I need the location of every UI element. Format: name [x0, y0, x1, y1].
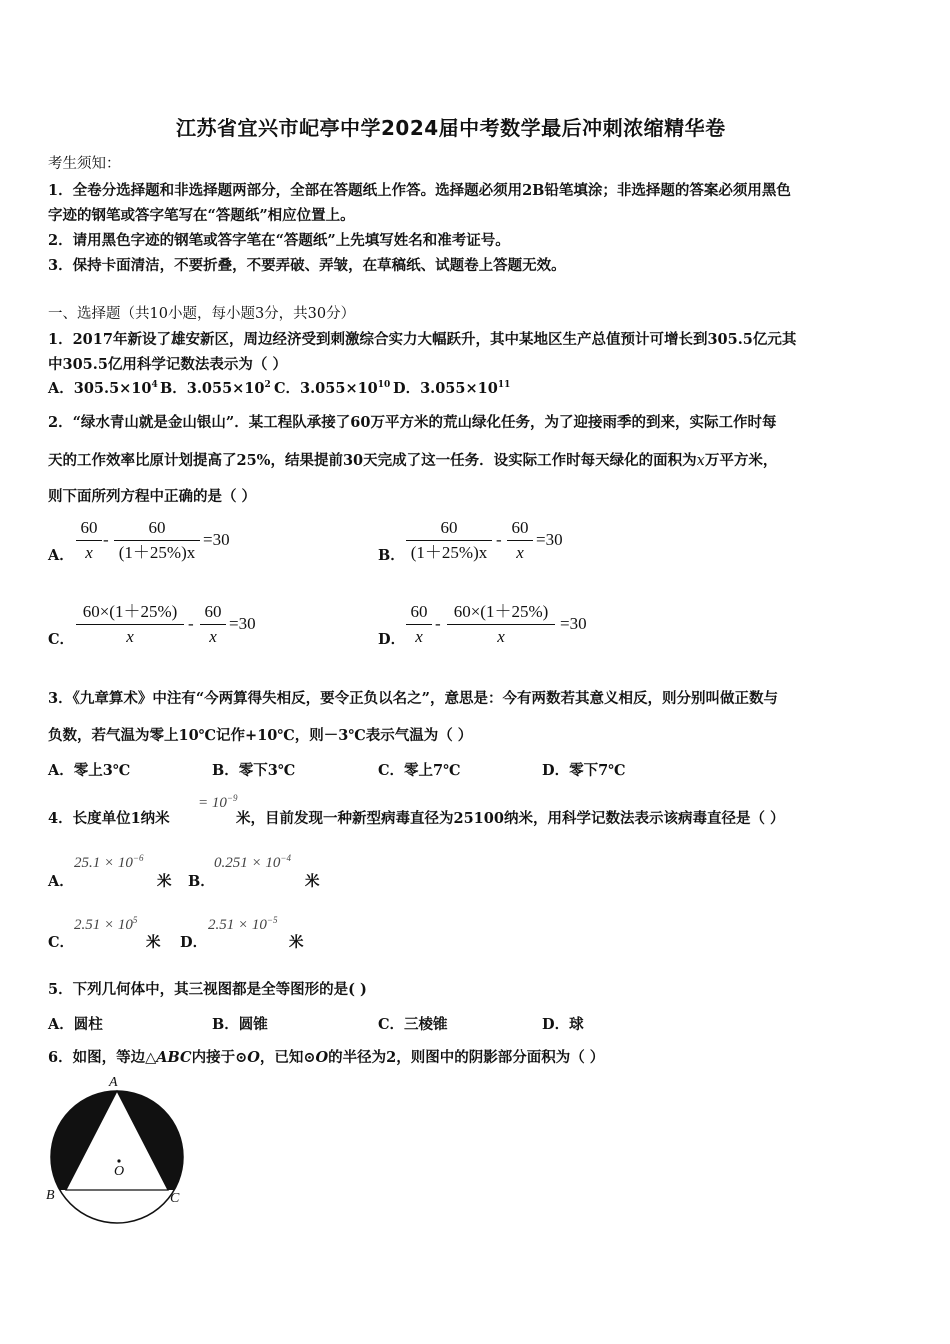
- q5-option-a[interactable]: A．圆柱: [48, 1016, 103, 1033]
- q4-option-b-value: $0.251 \times 10^{-4}$: [214, 853, 291, 871]
- q4-option-d-value: $2.51 \times 10^{-5}$: [208, 915, 278, 933]
- q2-a-rhs: =30: [203, 530, 230, 549]
- q3-option-b[interactable]: B．零下3℃: [212, 762, 296, 779]
- q4-stem-pre: 4．长度单位1纳米: [48, 810, 170, 827]
- q2-d-minus: -: [435, 614, 441, 633]
- section-heading: 一、选择题（共10小题，每小题3分，共30分）: [48, 306, 356, 322]
- q4-option-c-unit: 米: [146, 934, 161, 951]
- q2-a-frac1: 60 x: [76, 518, 102, 563]
- q5-stem: 5．下列几何体中，其三视图都是全等图形的是( ): [48, 981, 367, 998]
- q4-stem-post: 米，目前发现一种新型病毒直径为25100纳米，用科学记数法表示该病毒直径是（ ）: [236, 810, 785, 827]
- q2-option-b-label[interactable]: B．: [378, 547, 405, 564]
- q2-d-rhs: =30: [560, 614, 587, 633]
- q2-b-frac1: 60 (1＋25%)x: [406, 518, 492, 563]
- q2-b-minus: -: [496, 530, 502, 549]
- notice-item-2: 2．请用黑色字迹的钢笔或答字笔在“答题纸”上先填写姓名和准考证号。: [48, 232, 510, 249]
- q4-option-c-label[interactable]: C．: [48, 934, 75, 951]
- q2-c-minus: -: [188, 614, 194, 633]
- label-a: A: [109, 1075, 118, 1090]
- q3-option-d[interactable]: D．零下7℃: [542, 762, 626, 779]
- label-b: B: [46, 1188, 55, 1203]
- q2-option-d-label[interactable]: D．: [378, 631, 406, 648]
- q5-option-c[interactable]: C．三棱锥: [378, 1016, 448, 1033]
- q1-option-d[interactable]: D．$3.055\times 10^{11}$: [393, 380, 511, 397]
- notice-item-3: 3．保持卡面清洁，不要折叠，不要弄破、弄皱，在草稿纸、试题卷上答题无效。: [48, 257, 566, 274]
- q4-option-a-label[interactable]: A．: [48, 873, 74, 890]
- q5-option-d[interactable]: D．球: [542, 1016, 584, 1033]
- q2-b-rhs: =30: [536, 530, 563, 549]
- q4-option-a-unit: 米: [157, 873, 172, 890]
- q3-stem-line1: 3．《九章算术》中注有“今两算得失相反，要令正负以名之”，意思是：今有两数若其意义相反，则分别叫做正数与: [48, 690, 779, 707]
- notice-item-1-cont: 字迹的钢笔或答字笔写在“答题纸”相应位置上。: [48, 207, 355, 224]
- q2-b-frac2: 60 x: [507, 518, 533, 563]
- q3-option-a[interactable]: A．零上3℃: [48, 762, 131, 779]
- center-point: [117, 1159, 120, 1162]
- q2-c-frac1: 60×(1＋25%) x: [76, 602, 184, 647]
- q2-option-a-label[interactable]: A．: [48, 547, 74, 564]
- q2-stem-line3: 则下面所列方程中正确的是（ ）: [48, 488, 257, 505]
- q3-option-c[interactable]: C．零上7℃: [378, 762, 461, 779]
- q3-stem-line2: 负数，若气温为零上10℃记作+10℃，则－3℃表示气温为（ ）: [48, 727, 473, 744]
- q2-a-frac2: 60 (1＋25%)x: [114, 518, 200, 563]
- q2-d-frac2: 60×(1＋25%) x: [447, 602, 555, 647]
- q2-d-frac1: 60 x: [406, 602, 432, 647]
- q4-option-d-unit: 米: [289, 934, 304, 951]
- notice-heading: 考生须知：: [48, 156, 121, 172]
- q6-figure: [40, 1072, 200, 1230]
- q4-option-d-label[interactable]: D．: [180, 934, 208, 951]
- q1-stem-line1: 1．2017年新设了雄安新区，周边经济受到刺激综合实力大幅跃升，其中某地区生产总值预计可增长到305.5亿元其: [48, 331, 797, 348]
- q4-option-b-unit: 米: [305, 873, 320, 890]
- q4-option-c-value: $2.51 \times 10^5$: [74, 915, 138, 933]
- q4-option-a-value: $25.1 \times 10^{-6}$: [74, 853, 144, 871]
- q2-option-c-label[interactable]: C．: [48, 631, 75, 648]
- q1-option-c[interactable]: C．$3.055\times 10^{10}$: [274, 380, 391, 397]
- q2-stem-line1: 2．“绿水青山就是金山银山”．某工程队承接了60万平方米的荒山绿化任务，为了迎接雨季的到来，实际工作时每: [48, 414, 777, 431]
- q2-stem-line2: 天的工作效率比原计划提高了25%，结果提前30天完成了这一任务．设实际工作时每天绿化的面积为x万平方米，: [48, 452, 778, 469]
- q2-c-rhs: =30: [229, 614, 256, 633]
- q4-option-b-label[interactable]: B．: [188, 873, 215, 890]
- q1-option-a[interactable]: A．$305.5\times 10^4$: [48, 380, 158, 397]
- label-c: C: [170, 1191, 180, 1206]
- q2-a-minus: -: [103, 530, 109, 549]
- q4-nanometer-expr: = $10^{-9}$: [198, 793, 238, 811]
- q5-option-b[interactable]: B．圆锥: [212, 1016, 268, 1033]
- label-o: O: [114, 1164, 125, 1179]
- q1-option-b[interactable]: B．$3.055\times 10^2$: [160, 380, 271, 397]
- notice-item-1: 1．全卷分选择题和非选择题两部分，全部在答题纸上作答。选择题必须用2B铅笔填涂；非选择题的答案必须用黑色: [48, 182, 791, 199]
- q1-stem-line2: 中305.5亿用科学记数法表示为（ ）: [48, 356, 287, 373]
- q6-stem: 6．如图，等边△ABC内接于⊙O，已知⊙O的半径为2，则图中的阴影部分面积为（ ）: [48, 1049, 605, 1066]
- page-title: 江苏省宜兴市屺亭中学2024届中考数学最后冲刺浓缩精华卷: [176, 116, 726, 140]
- q2-c-frac2: 60 x: [200, 602, 226, 647]
